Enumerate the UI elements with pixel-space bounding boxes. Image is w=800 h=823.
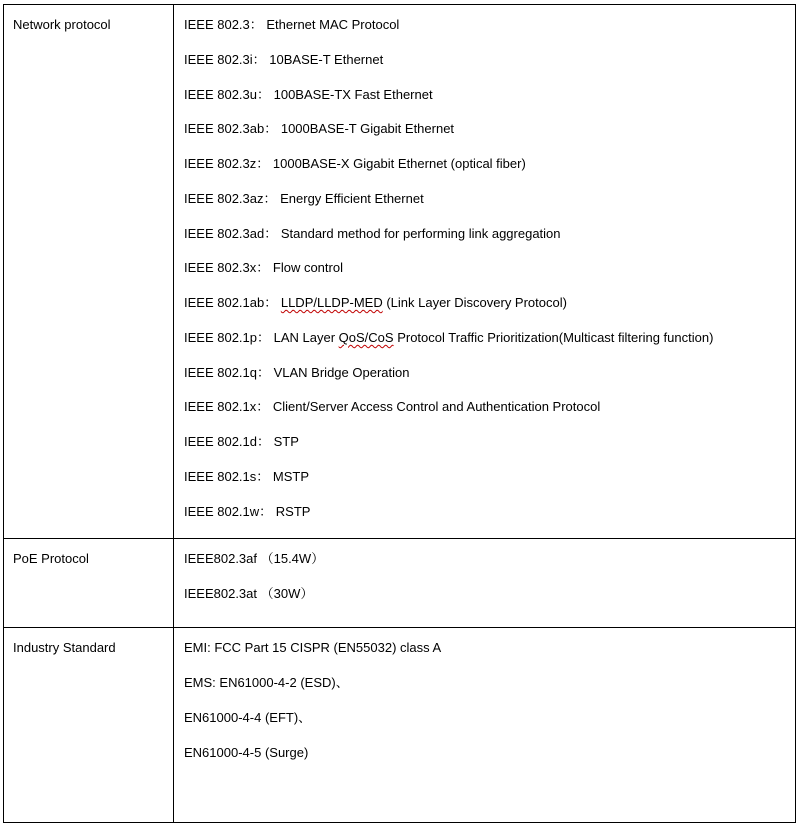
standard-line: EN61000-4-5 (Surge)	[184, 744, 309, 760]
standard-line: EN61000-4-4 (EFT)、	[184, 709, 312, 725]
protocol-line: IEEE 802.3u： 100BASE-TX Fast Ethernet	[184, 86, 433, 102]
line-suffix: Protocol Traffic Prioritization(Multicast filtering function)	[393, 329, 714, 345]
protocol-line	[184, 295, 795, 330]
row-label-network-protocol: Network protocol	[4, 5, 174, 539]
protocol-line: IEEE 802.3z： 1000BASE-X Gigabit Ethernet (optical fiber)	[184, 156, 526, 171]
line-prefix: IEEE 802.1p： LAN Layer	[184, 329, 339, 345]
protocol-line: IEEE 802.1q： VLAN Bridge Operation	[184, 364, 410, 380]
standard-line: EMI: FCC Part 15 CISPR (EN55032) class A	[184, 640, 442, 656]
spec-table	[3, 4, 796, 823]
table-row-network-protocol	[4, 5, 796, 539]
protocol-line: IEEE802.3at （30W）	[184, 586, 314, 601]
protocol-line	[184, 330, 795, 365]
row-label-poe-protocol: PoE Protocol	[4, 539, 174, 628]
spellcheck-marked-text: QoS/CoS	[338, 329, 394, 345]
row-values-poe-protocol	[174, 539, 796, 628]
line-prefix: IEEE 802.1ab：	[184, 295, 281, 310]
protocol-line: IEEE802.3af （15.4W）	[184, 551, 325, 567]
protocol-line: IEEE 802.3ab： 1000BASE-T Gigabit Ethernet	[184, 121, 455, 137]
spellcheck-marked-text: LLDP/LLDP-MED	[280, 295, 383, 310]
protocol-line: IEEE 802.3ad： Standard method for performing link aggregation	[184, 225, 561, 241]
line-suffix: (Link Layer Discovery Protocol)	[382, 295, 567, 310]
standard-line: EMS: EN61000-4-2 (ESD)、	[184, 675, 349, 690]
protocol-line: IEEE 802.3az： Energy Efficient Ethernet	[184, 190, 424, 206]
protocol-line: IEEE 802.1d： STP	[184, 434, 299, 449]
protocol-line: IEEE 802.1s： MSTP	[184, 468, 309, 484]
table-row-industry-standard	[4, 628, 796, 823]
row-values-industry-standard	[174, 628, 796, 823]
row-label-industry-standard: Industry Standard	[4, 628, 174, 823]
table-row-poe-protocol	[4, 539, 796, 628]
protocol-line: IEEE 802.3i： 10BASE-T Ethernet	[184, 51, 384, 67]
protocol-line: IEEE 802.3x： Flow control	[184, 260, 343, 276]
protocol-line: IEEE 802.1w： RSTP	[184, 503, 311, 519]
protocol-line: IEEE 802.3： Ethernet MAC Protocol	[184, 17, 400, 32]
protocol-line: IEEE 802.1x： Client/Server Access Control and Authentication Protocol	[184, 399, 601, 415]
row-values-network-protocol	[174, 5, 796, 539]
